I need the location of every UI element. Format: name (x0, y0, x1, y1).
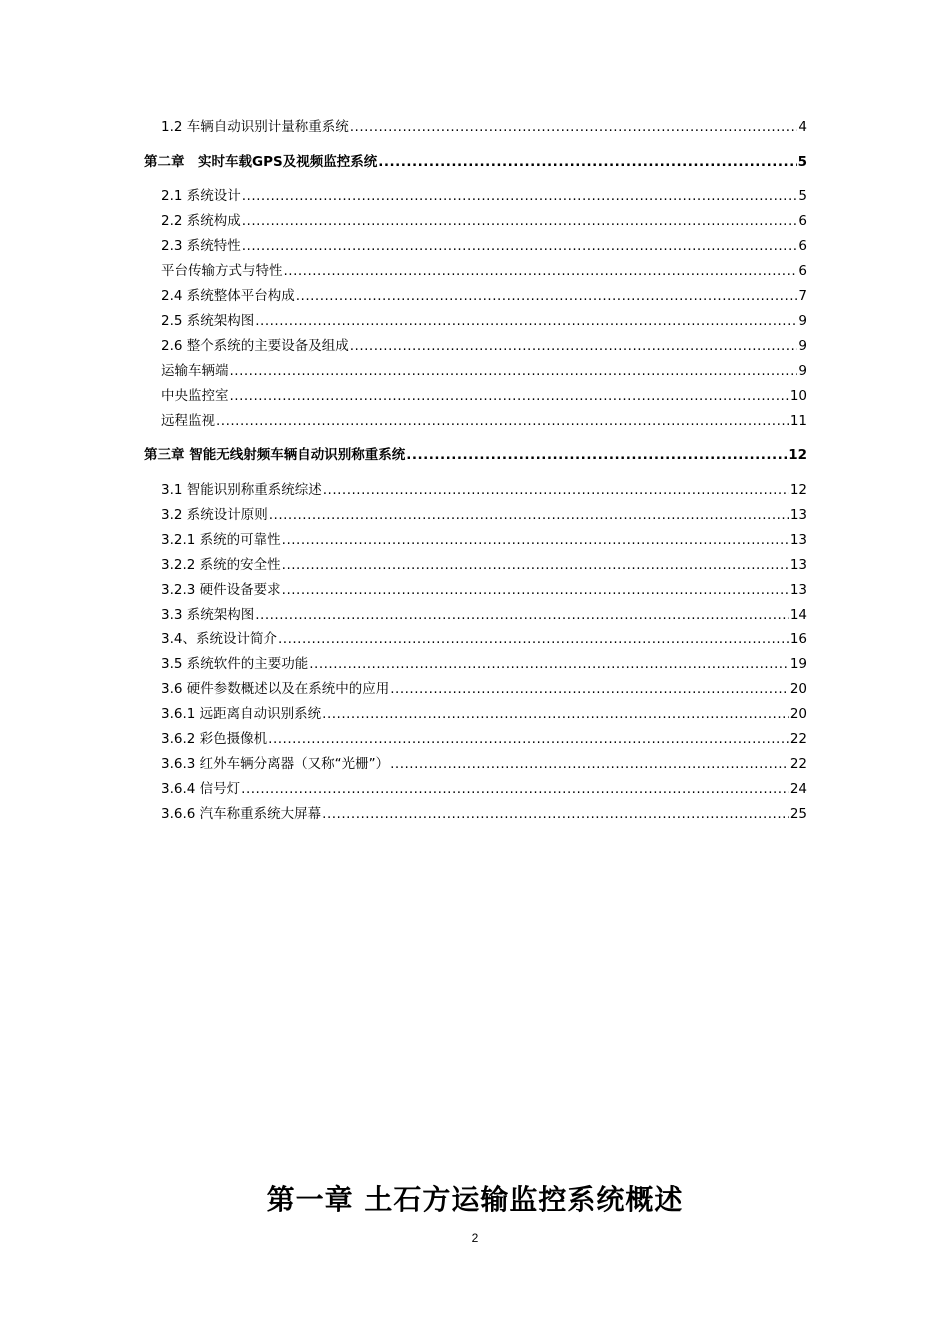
toc-entry-page: 5 (797, 154, 807, 170)
toc-dot-leader (296, 287, 798, 305)
toc-entry-title: 3.1 智能识别称重系统综述 (161, 482, 322, 498)
page-number: 2 (471, 1231, 479, 1245)
toc-dot-leader (323, 481, 789, 499)
toc-entry-page: 13 (789, 507, 807, 523)
toc-entry[interactable] (161, 481, 807, 499)
toc-entry[interactable] (161, 655, 807, 673)
toc-dot-leader (390, 755, 789, 773)
toc-dot-leader (309, 655, 789, 673)
toc-entry[interactable] (161, 412, 807, 430)
toc-entry-page: 6 (798, 238, 807, 254)
toc-entry[interactable] (161, 630, 807, 648)
toc-entry[interactable] (161, 780, 807, 798)
toc-entry-title: 3.6.2 彩色摄像机 (161, 731, 268, 747)
toc-entry[interactable] (161, 212, 807, 230)
toc-entry-title: 3.4、系统设计简介 (161, 631, 277, 647)
toc-entry-title: 运输车辆端 (161, 363, 229, 379)
toc-dot-leader (282, 531, 789, 549)
toc-entry-page: 6 (798, 263, 807, 279)
toc-dot-leader (230, 362, 798, 380)
toc-dot-leader (255, 312, 797, 330)
toc-entry-title: 2.3 系统特性 (161, 238, 241, 254)
toc-dot-leader (278, 630, 789, 648)
toc-entry-title: 3.5 系统软件的主要功能 (161, 656, 309, 672)
toc-entry-title: 第二章 实时车载GPS及视频监控系统 (144, 154, 378, 170)
toc-entry-page: 20 (789, 681, 807, 697)
toc-entry[interactable] (161, 730, 807, 748)
toc-entry[interactable] (161, 581, 807, 599)
toc-entry-title: 3.2.2 系统的安全性 (161, 557, 281, 573)
toc-dot-leader (322, 805, 789, 823)
toc-entry-page: 12 (788, 447, 807, 463)
toc-chapter-entry[interactable] (144, 153, 807, 171)
toc-entry-title: 中央监控室 (161, 388, 229, 404)
toc-chapter-entry[interactable] (144, 446, 807, 464)
toc-entry[interactable] (161, 118, 807, 136)
toc-dot-leader (282, 556, 789, 574)
toc-entry-page: 11 (789, 413, 807, 429)
toc-entry-page: 24 (789, 781, 807, 797)
toc-entry-page: 20 (789, 706, 807, 722)
toc-entry-title: 3.2.1 系统的可靠性 (161, 532, 281, 548)
toc-entry-page: 19 (789, 656, 807, 672)
toc-entry-title: 3.3 系统架构图 (161, 607, 255, 623)
toc-entry-page: 10 (789, 388, 807, 404)
toc-entry-title: 平台传输方式与特性 (161, 263, 283, 279)
toc-entry-title: 1.2 车辆自动识别计量称重系统 (161, 119, 349, 135)
toc-entry[interactable] (161, 755, 807, 773)
toc-entry[interactable] (161, 506, 807, 524)
toc-entry[interactable] (161, 362, 807, 380)
toc-entry-title: 远程监视 (161, 413, 215, 429)
toc-entry-title: 3.6.1 远距离自动识别系统 (161, 706, 322, 722)
toc-dot-leader (350, 337, 798, 355)
toc-entry-page: 25 (789, 806, 807, 822)
toc-entry[interactable] (161, 556, 807, 574)
toc-entry[interactable] (161, 531, 807, 549)
toc-entry-title: 2.5 系统架构图 (161, 313, 255, 329)
toc-entry-page: 16 (789, 631, 807, 647)
toc-entry-page: 22 (789, 731, 807, 747)
toc-entry-title: 2.4 系统整体平台构成 (161, 288, 295, 304)
toc-entry[interactable] (161, 805, 807, 823)
toc-entry-page: 6 (798, 213, 807, 229)
toc-dot-leader (255, 606, 789, 624)
toc-dot-leader (390, 680, 789, 698)
toc-entry-page: 9 (798, 338, 807, 354)
toc-dot-leader (242, 187, 798, 205)
toc-dot-leader (406, 446, 787, 464)
toc-dot-leader (241, 780, 789, 798)
toc-entry-page: 9 (798, 363, 807, 379)
toc-dot-leader (242, 212, 798, 230)
toc-entry-title: 3.6.3 红外车辆分离器（又称“光栅”） (161, 756, 390, 772)
toc-dot-leader (378, 153, 796, 171)
toc-entry-page: 13 (789, 532, 807, 548)
toc-entry-page: 9 (798, 313, 807, 329)
toc-entry-title: 2.1 系统设计 (161, 188, 241, 204)
chapter-heading: 第一章 土石方运输监控系统概述 (266, 1183, 684, 1216)
toc-dot-leader (284, 262, 798, 280)
toc-entry[interactable] (161, 237, 807, 255)
toc-entry[interactable] (161, 187, 807, 205)
toc-entry-title: 3.6.6 汽车称重系统大屏幕 (161, 806, 322, 822)
toc-entry[interactable] (161, 387, 807, 405)
toc-entry-title: 2.2 系统构成 (161, 213, 241, 229)
toc-dot-leader (269, 506, 789, 524)
toc-entry-title: 2.6 整个系统的主要设备及组成 (161, 338, 349, 354)
toc-entry-page: 5 (798, 188, 807, 204)
toc-entry[interactable] (161, 262, 807, 280)
toc-entry[interactable] (161, 680, 807, 698)
toc-entry-title: 3.2.3 硬件设备要求 (161, 582, 281, 598)
toc-entry-page: 7 (798, 288, 807, 304)
toc-entry-page: 12 (789, 482, 807, 498)
toc-dot-leader (230, 387, 789, 405)
toc-entry-page: 13 (789, 582, 807, 598)
toc-entry-page: 14 (789, 607, 807, 623)
toc-entry-title: 3.6.4 信号灯 (161, 781, 241, 797)
toc-entry[interactable] (161, 287, 807, 305)
toc-dot-leader (268, 730, 789, 748)
toc-dot-leader (216, 412, 789, 430)
toc-entry[interactable] (161, 312, 807, 330)
toc-entry-page: 4 (798, 119, 807, 135)
toc-dot-leader (350, 118, 798, 136)
toc-entry[interactable] (161, 337, 807, 355)
toc-entry[interactable] (161, 606, 807, 624)
toc-entry[interactable] (161, 705, 807, 723)
toc-entry-title: 第三章 智能无线射频车辆自动识别称重系统 (144, 447, 406, 463)
toc-entry-title: 3.2 系统设计原则 (161, 507, 268, 523)
toc-entry-page: 13 (789, 557, 807, 573)
toc-dot-leader (242, 237, 798, 255)
toc-entry-page: 22 (789, 756, 807, 772)
toc-entry-title: 3.6 硬件参数概述以及在系统中的应用 (161, 681, 390, 697)
toc-dot-leader (282, 581, 789, 599)
toc-dot-leader (322, 705, 789, 723)
